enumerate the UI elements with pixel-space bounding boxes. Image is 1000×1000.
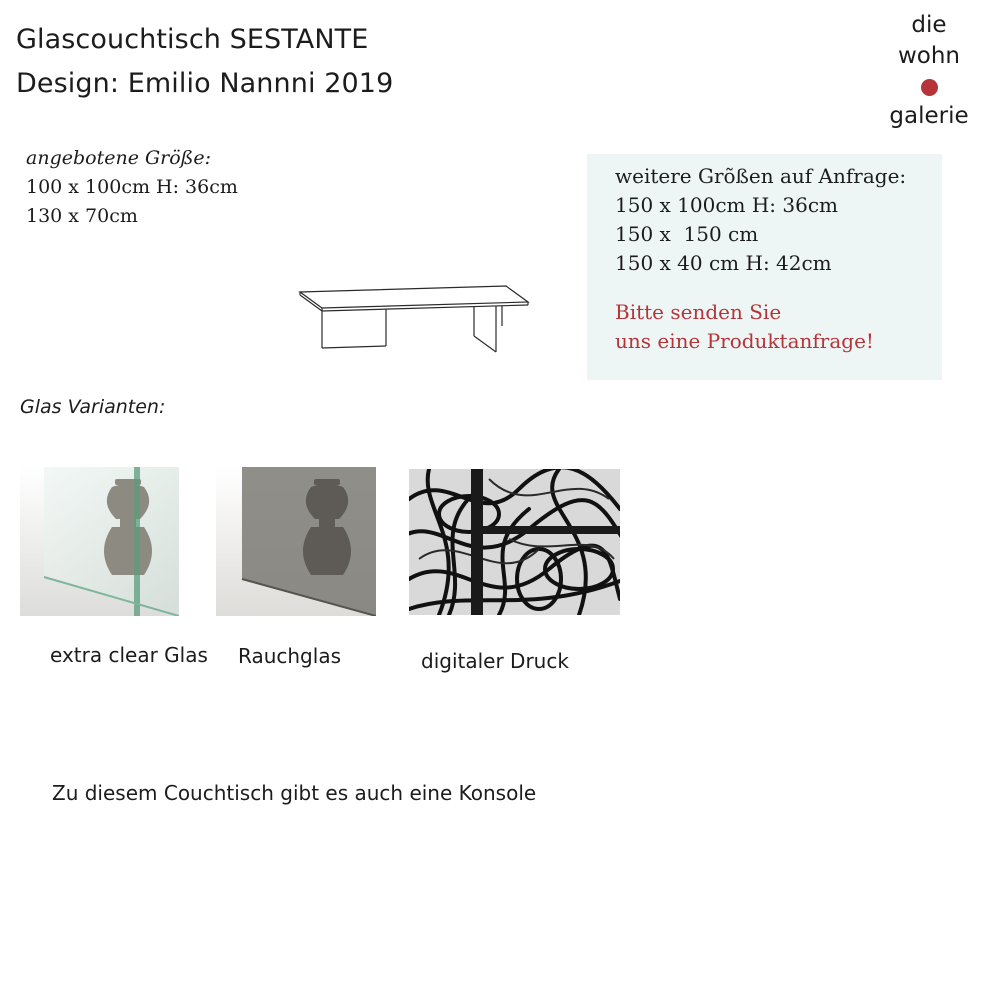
designer-credit: Design: Emilio Nannni 2019 <box>16 68 394 99</box>
console-note: Zu diesem Couchtisch gibt es auch eine Konsole <box>52 781 537 805</box>
offered-sizes <box>26 144 238 231</box>
digital-print-swatch <box>409 469 620 615</box>
digital-print-caption: digitaler Druck <box>421 649 569 673</box>
request-cta-line-1: Bitte senden Sie <box>615 300 782 324</box>
more-sizes-label: weitere Grõßen auf Anfrage: <box>615 164 907 188</box>
more-sizes-box <box>587 154 942 380</box>
offered-sizes-label: angebotene Größe: <box>26 147 212 169</box>
product-title: Glascouchtisch SESTANTE <box>16 24 369 55</box>
more-size-2: 150 x 150 cm <box>615 222 759 246</box>
logo-dot-icon <box>921 79 938 96</box>
smoked-glass-caption: Rauchglas <box>238 644 341 668</box>
offered-size-2: 130 x 70cm <box>26 205 138 227</box>
extra-clear-glass-swatch <box>20 467 179 616</box>
logo-text-wohn: wohn <box>897 43 961 69</box>
logo-text-die: die <box>911 12 947 38</box>
request-cta-line-2: uns eine Produktanfrage! <box>615 329 874 353</box>
glass-variants-label: Glas Varianten: <box>20 396 166 418</box>
coffee-table-drawing <box>296 276 532 356</box>
more-size-1: 150 x 100cm H: 36cm <box>615 193 839 217</box>
more-size-3: 150 x 40 cm H: 42cm <box>615 251 832 275</box>
die-wohngalerie-logo <box>869 10 989 132</box>
smoked-glass-swatch <box>216 467 376 616</box>
extra-clear-glass-caption: extra clear Glas <box>50 643 208 667</box>
offered-size-1: 100 x 100cm H: 36cm <box>26 176 238 198</box>
logo-text-galerie: galerie <box>889 103 969 129</box>
